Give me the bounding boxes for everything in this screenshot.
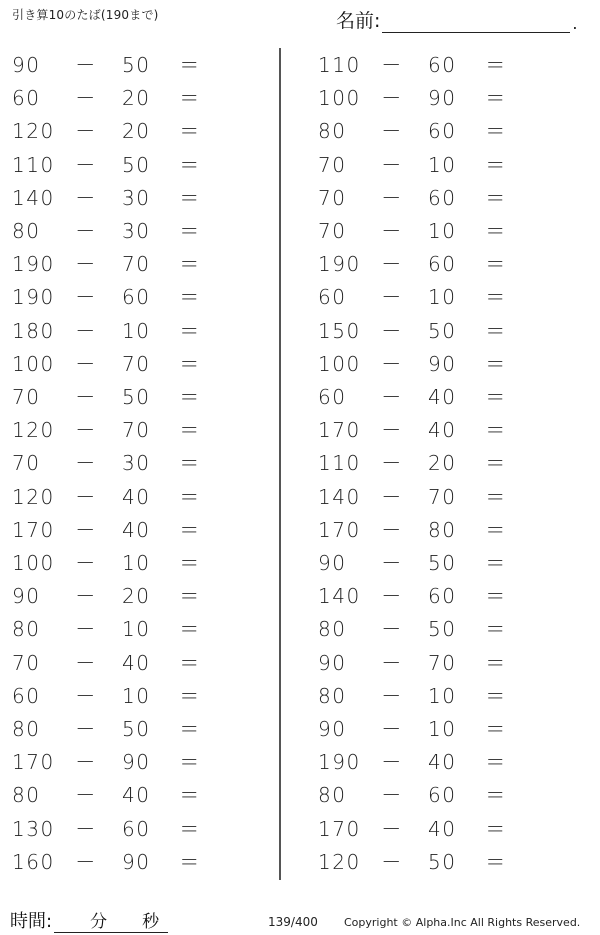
minus-sign: － xyxy=(381,418,403,443)
equals-sign: ＝ xyxy=(485,351,507,376)
minus-sign: － xyxy=(75,252,97,277)
minuend: 100 xyxy=(318,86,361,111)
equals-sign: ＝ xyxy=(485,551,507,575)
subtrahend: 60 xyxy=(428,185,457,210)
subtrahend: 40 xyxy=(428,750,457,775)
minuend: 90 xyxy=(318,717,347,741)
subtrahend: 10 xyxy=(428,285,457,310)
equals-sign: ＝ xyxy=(179,385,201,409)
minuend: 60 xyxy=(318,385,347,409)
problem-row xyxy=(318,746,518,779)
subtrahend: 40 xyxy=(122,484,151,509)
name-end-dot: . xyxy=(572,14,578,33)
problem-row xyxy=(318,447,518,480)
equals-sign: ＝ xyxy=(179,783,201,808)
equals-sign: ＝ xyxy=(179,53,201,77)
problem-row xyxy=(12,447,212,480)
minus-sign: － xyxy=(381,683,403,708)
equals-sign: ＝ xyxy=(485,584,507,609)
minus-sign: － xyxy=(381,783,403,808)
equals-sign: ＝ xyxy=(485,816,507,841)
equals-sign: ＝ xyxy=(179,683,201,708)
minus-sign: － xyxy=(381,551,403,575)
minuend: 70 xyxy=(12,385,41,409)
equals-sign: ＝ xyxy=(179,717,201,741)
problem-row xyxy=(12,49,212,82)
minuend: 140 xyxy=(318,484,361,509)
minuend: 70 xyxy=(318,219,347,243)
subtrahend: 90 xyxy=(428,351,457,376)
problem-row xyxy=(12,414,212,447)
minuend: 170 xyxy=(12,750,55,775)
equals-sign: ＝ xyxy=(485,418,507,443)
subtrahend: 30 xyxy=(122,219,151,243)
subtrahend: 60 xyxy=(428,53,457,77)
minus-sign: － xyxy=(381,750,403,775)
minuend: 110 xyxy=(12,152,55,177)
minus-sign: － xyxy=(75,650,97,675)
minus-sign: － xyxy=(381,650,403,675)
minus-sign: － xyxy=(381,53,403,77)
subtrahend: 30 xyxy=(122,451,151,476)
problem-row xyxy=(318,281,518,314)
minuend: 60 xyxy=(318,285,347,310)
minuend: 70 xyxy=(318,152,347,177)
equals-sign: ＝ xyxy=(179,351,201,376)
problem-row xyxy=(318,49,518,82)
minuend: 140 xyxy=(318,584,361,609)
problem-row xyxy=(12,713,212,746)
equals-sign: ＝ xyxy=(485,451,507,476)
problem-row xyxy=(318,481,518,514)
subtrahend: 50 xyxy=(428,551,457,575)
minuend: 100 xyxy=(12,551,55,575)
subtrahend: 40 xyxy=(122,783,151,808)
minus-sign: － xyxy=(75,53,97,77)
equals-sign: ＝ xyxy=(485,650,507,675)
subtrahend: 70 xyxy=(122,351,151,376)
subtrahend: 50 xyxy=(428,849,457,874)
minus-sign: － xyxy=(75,584,97,609)
minuend: 80 xyxy=(12,717,41,741)
minuend: 110 xyxy=(318,451,361,476)
minuend: 60 xyxy=(12,683,41,708)
equals-sign: ＝ xyxy=(485,783,507,808)
minus-sign: － xyxy=(75,750,97,775)
problem-row xyxy=(318,215,518,248)
subtrahend: 90 xyxy=(122,849,151,874)
problem-row xyxy=(318,846,518,879)
minuend: 130 xyxy=(12,816,55,841)
minus-sign: － xyxy=(75,551,97,575)
problem-row xyxy=(12,580,212,613)
problem-row xyxy=(318,547,518,580)
subtrahend: 10 xyxy=(122,551,151,575)
equals-sign: ＝ xyxy=(485,717,507,741)
problem-row xyxy=(318,348,518,381)
minus-sign: － xyxy=(75,683,97,708)
problem-row xyxy=(12,514,212,547)
minuend: 80 xyxy=(318,119,347,144)
subtrahend: 40 xyxy=(428,385,457,409)
minuend: 80 xyxy=(12,219,41,243)
problem-row xyxy=(318,182,518,215)
subtrahend: 20 xyxy=(428,451,457,476)
equals-sign: ＝ xyxy=(485,119,507,144)
subtrahend: 10 xyxy=(428,717,457,741)
minuend: 100 xyxy=(318,351,361,376)
problem-row xyxy=(318,115,518,148)
minuend: 70 xyxy=(318,185,347,210)
minuend: 120 xyxy=(12,119,55,144)
minuend: 90 xyxy=(12,53,41,77)
problem-row xyxy=(12,381,212,414)
equals-sign: ＝ xyxy=(179,185,201,210)
minuend: 170 xyxy=(318,418,361,443)
minuend: 160 xyxy=(12,849,55,874)
minuend: 80 xyxy=(318,683,347,708)
name-label: 名前: xyxy=(336,10,381,32)
subtrahend: 60 xyxy=(428,252,457,277)
equals-sign: ＝ xyxy=(485,285,507,310)
minus-sign: － xyxy=(75,717,97,741)
minuend: 90 xyxy=(12,584,41,609)
minus-sign: － xyxy=(381,517,403,542)
equals-sign: ＝ xyxy=(179,617,201,642)
subtrahend: 40 xyxy=(122,650,151,675)
equals-sign: ＝ xyxy=(485,683,507,708)
equals-sign: ＝ xyxy=(485,252,507,277)
worksheet-title: 引き算10のたば(190まで) xyxy=(12,8,159,22)
subtrahend: 40 xyxy=(428,418,457,443)
minus-sign: － xyxy=(75,318,97,343)
equals-sign: ＝ xyxy=(485,849,507,874)
minus-sign: － xyxy=(381,849,403,874)
minus-sign: － xyxy=(381,617,403,642)
problem-row xyxy=(12,613,212,646)
subtrahend: 50 xyxy=(428,617,457,642)
subtrahend: 50 xyxy=(122,385,151,409)
equals-sign: ＝ xyxy=(485,152,507,177)
minus-sign: － xyxy=(75,185,97,210)
equals-sign: ＝ xyxy=(179,650,201,675)
minus-sign: － xyxy=(75,451,97,476)
minuend: 180 xyxy=(12,318,55,343)
equals-sign: ＝ xyxy=(485,219,507,243)
minus-sign: － xyxy=(381,185,403,210)
minus-sign: － xyxy=(381,816,403,841)
subtrahend: 10 xyxy=(122,683,151,708)
minuend: 90 xyxy=(318,650,347,675)
minuend: 190 xyxy=(318,252,361,277)
problem-row xyxy=(318,813,518,846)
minus-sign: － xyxy=(381,717,403,741)
subtrahend: 10 xyxy=(428,219,457,243)
minuend: 80 xyxy=(12,783,41,808)
problem-row xyxy=(318,315,518,348)
equals-sign: ＝ xyxy=(179,816,201,841)
problem-row xyxy=(12,846,212,879)
equals-sign: ＝ xyxy=(179,119,201,144)
minus-sign: － xyxy=(381,152,403,177)
subtrahend: 40 xyxy=(428,816,457,841)
problem-row xyxy=(318,580,518,613)
subtrahend: 70 xyxy=(428,650,457,675)
problem-row xyxy=(318,414,518,447)
problem-row xyxy=(12,779,212,812)
minuend: 190 xyxy=(12,252,55,277)
problem-row xyxy=(318,713,518,746)
equals-sign: ＝ xyxy=(485,318,507,343)
equals-sign: ＝ xyxy=(485,517,507,542)
minus-sign: － xyxy=(75,385,97,409)
subtrahend: 60 xyxy=(428,584,457,609)
minuend: 170 xyxy=(318,517,361,542)
equals-sign: ＝ xyxy=(485,185,507,210)
minus-sign: － xyxy=(75,86,97,111)
minus-sign: － xyxy=(75,418,97,443)
minus-sign: － xyxy=(75,517,97,542)
problem-row xyxy=(318,613,518,646)
problem-row xyxy=(12,481,212,514)
minuend: 120 xyxy=(318,849,361,874)
minus-sign: － xyxy=(75,219,97,243)
problem-row xyxy=(12,547,212,580)
minuend: 100 xyxy=(12,351,55,376)
minus-sign: － xyxy=(381,119,403,144)
page-number: 139/400 xyxy=(268,915,318,929)
minus-sign: － xyxy=(75,816,97,841)
minuend: 150 xyxy=(318,318,361,343)
equals-sign: ＝ xyxy=(179,219,201,243)
equals-sign: ＝ xyxy=(485,385,507,409)
subtrahend: 60 xyxy=(122,816,151,841)
subtrahend: 10 xyxy=(122,617,151,642)
copyright-notice: Copyright © Alpha.Inc All Rights Reserved. xyxy=(344,916,581,929)
problem-row xyxy=(318,248,518,281)
name-field xyxy=(336,6,578,33)
equals-sign: ＝ xyxy=(179,750,201,775)
minuend: 190 xyxy=(318,750,361,775)
subtrahend: 20 xyxy=(122,584,151,609)
problem-row xyxy=(318,381,518,414)
minus-sign: － xyxy=(381,219,403,243)
equals-sign: ＝ xyxy=(179,318,201,343)
subtrahend: 50 xyxy=(122,152,151,177)
minus-sign: － xyxy=(75,351,97,376)
equals-sign: ＝ xyxy=(179,252,201,277)
minuend: 190 xyxy=(12,285,55,310)
subtrahend: 40 xyxy=(122,517,151,542)
column-divider xyxy=(279,48,281,880)
problem-row xyxy=(318,647,518,680)
subtrahend: 50 xyxy=(122,717,151,741)
minuend: 170 xyxy=(12,517,55,542)
subtrahend: 60 xyxy=(428,119,457,144)
problem-row xyxy=(318,82,518,115)
problem-row xyxy=(318,149,518,182)
subtrahend: 20 xyxy=(122,86,151,111)
minus-sign: － xyxy=(75,849,97,874)
minus-sign: － xyxy=(75,119,97,144)
equals-sign: ＝ xyxy=(179,418,201,443)
problem-row xyxy=(12,348,212,381)
minuend: 70 xyxy=(12,451,41,476)
time-field xyxy=(10,907,168,933)
equals-sign: ＝ xyxy=(485,484,507,509)
problem-row xyxy=(12,115,212,148)
minus-sign: － xyxy=(381,385,403,409)
equals-sign: ＝ xyxy=(485,617,507,642)
minuend: 170 xyxy=(318,816,361,841)
minus-sign: － xyxy=(381,351,403,376)
subtrahend: 60 xyxy=(122,285,151,310)
minuend: 60 xyxy=(12,86,41,111)
equals-sign: ＝ xyxy=(179,152,201,177)
minuend: 80 xyxy=(318,783,347,808)
equals-sign: ＝ xyxy=(179,484,201,509)
subtrahend: 90 xyxy=(122,750,151,775)
minuend: 110 xyxy=(318,53,361,77)
equals-sign: ＝ xyxy=(179,451,201,476)
problem-row xyxy=(12,813,212,846)
minus-sign: － xyxy=(75,285,97,310)
subtrahend: 20 xyxy=(122,119,151,144)
problem-row xyxy=(12,149,212,182)
subtrahend: 10 xyxy=(122,318,151,343)
problem-row xyxy=(318,680,518,713)
minus-sign: － xyxy=(381,86,403,111)
equals-sign: ＝ xyxy=(179,285,201,310)
minus-sign: － xyxy=(75,783,97,808)
minuend: 140 xyxy=(12,185,55,210)
problem-row xyxy=(12,746,212,779)
minuend: 80 xyxy=(318,617,347,642)
equals-sign: ＝ xyxy=(485,86,507,111)
problem-row xyxy=(12,182,212,215)
minus-sign: － xyxy=(381,451,403,476)
minuend: 90 xyxy=(318,551,347,575)
problem-row xyxy=(12,647,212,680)
minus-sign: － xyxy=(381,318,403,343)
problem-row xyxy=(318,779,518,812)
minus-sign: － xyxy=(381,584,403,609)
minus-sign: － xyxy=(75,484,97,509)
subtrahend: 70 xyxy=(122,418,151,443)
minuend: 70 xyxy=(12,650,41,675)
minuend: 80 xyxy=(12,617,41,642)
equals-sign: ＝ xyxy=(179,551,201,575)
problem-row xyxy=(318,514,518,547)
time-blank-line[interactable] xyxy=(54,912,168,933)
minutes-unit: 分 xyxy=(90,912,108,932)
minus-sign: － xyxy=(381,252,403,277)
subtrahend: 70 xyxy=(428,484,457,509)
subtrahend: 50 xyxy=(428,318,457,343)
minuend: 120 xyxy=(12,484,55,509)
minus-sign: － xyxy=(381,484,403,509)
equals-sign: ＝ xyxy=(179,86,201,111)
subtrahend: 80 xyxy=(428,517,457,542)
subtrahend: 10 xyxy=(428,152,457,177)
subtrahend: 90 xyxy=(428,86,457,111)
subtrahend: 70 xyxy=(122,252,151,277)
problem-row xyxy=(12,248,212,281)
minus-sign: － xyxy=(381,285,403,310)
subtrahend: 10 xyxy=(428,683,457,708)
problem-row xyxy=(12,680,212,713)
subtrahend: 30 xyxy=(122,185,151,210)
name-blank-line[interactable] xyxy=(382,13,570,33)
time-label: 時間: xyxy=(10,911,53,932)
seconds-unit: 秒 xyxy=(142,912,160,932)
subtrahend: 50 xyxy=(122,53,151,77)
equals-sign: ＝ xyxy=(179,517,201,542)
minuend: 120 xyxy=(12,418,55,443)
subtrahend: 60 xyxy=(428,783,457,808)
equals-sign: ＝ xyxy=(485,53,507,77)
problem-row xyxy=(12,215,212,248)
equals-sign: ＝ xyxy=(485,750,507,775)
problem-row xyxy=(12,281,212,314)
equals-sign: ＝ xyxy=(179,849,201,874)
problem-row xyxy=(12,315,212,348)
problem-row xyxy=(12,82,212,115)
minus-sign: － xyxy=(75,152,97,177)
minus-sign: － xyxy=(75,617,97,642)
equals-sign: ＝ xyxy=(179,584,201,609)
